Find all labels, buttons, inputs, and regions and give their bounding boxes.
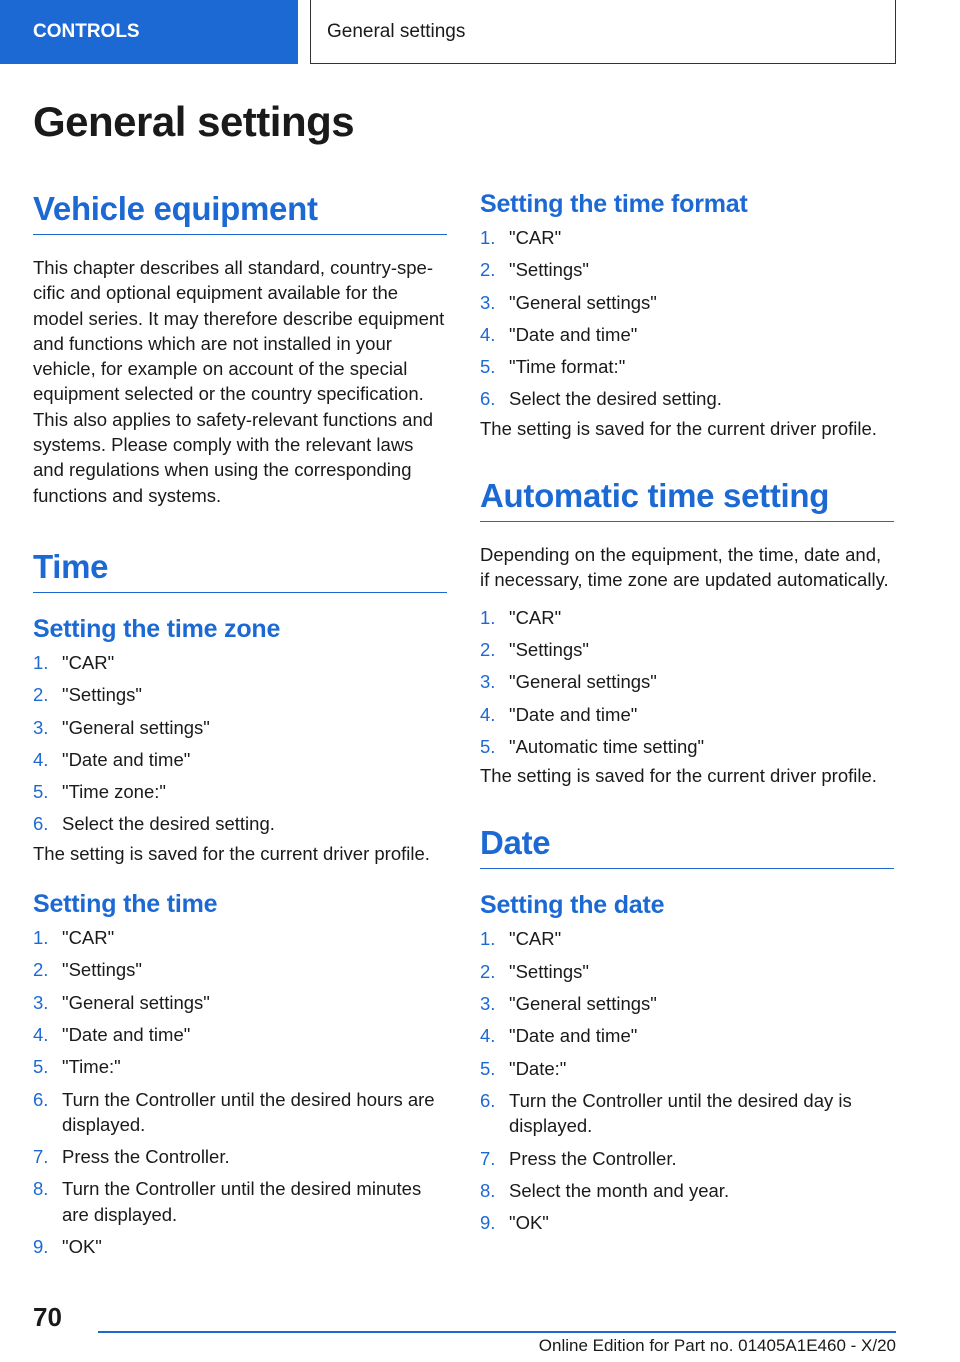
- step-text: "Settings": [509, 960, 589, 982]
- step-number: 7.: [480, 1147, 496, 1169]
- step-text: "OK": [62, 1236, 102, 1258]
- step-number: 3.: [480, 671, 496, 693]
- step-text: "Date and time": [509, 1025, 638, 1047]
- step-text: "General settings": [509, 993, 657, 1015]
- steps-set-date: [480, 926, 894, 1235]
- step-text: "Date and time": [62, 1023, 191, 1045]
- step-text: "Automatic time setting": [509, 735, 705, 757]
- step-number: 1.: [33, 651, 49, 673]
- step-number: 2.: [33, 684, 49, 706]
- steps-set-time: [33, 925, 447, 1259]
- step-text: "Date and time": [62, 748, 191, 770]
- step-number: 5.: [480, 735, 496, 757]
- note-time-format: The setting is saved for the current driver profile.: [480, 417, 877, 439]
- step-number: 6.: [33, 1088, 49, 1110]
- step-text: "Time format:": [509, 356, 626, 378]
- left-column: [33, 190, 447, 1266]
- vehicle-equipment-text: This chapter describes all standard, country-specific and optional equipment available for the model series. It may therefore describe equipment and functions which are not installed in your vehicle, for example on account of the special equipment selected or the country specification. This also applies to safety-relevant functions and systems. Please comply with the relevant laws and regulations when using the corresponding functions and systems.: [33, 257, 445, 506]
- step-text: "CAR": [509, 928, 562, 950]
- step-number: 2.: [480, 638, 496, 660]
- list-item: [480, 926, 894, 951]
- page-title: General settings: [33, 98, 355, 145]
- subheading-time-zone: Setting the time zone: [33, 614, 281, 643]
- note-time-zone: The setting is saved for the current driver profile.: [33, 842, 430, 864]
- step-number: 3.: [33, 991, 49, 1013]
- list-item: [33, 1022, 447, 1047]
- step-text: "Date and time": [509, 703, 638, 725]
- step-number: 3.: [33, 716, 49, 738]
- step-text: Press the Controller.: [62, 1146, 230, 1168]
- list-item: [480, 702, 894, 727]
- step-number: 2.: [33, 959, 49, 981]
- list-item: [33, 957, 447, 982]
- section-tab: [0, 0, 298, 64]
- step-number: 1.: [480, 928, 496, 950]
- list-item: [480, 354, 894, 379]
- list-item: [480, 1023, 894, 1048]
- list-item: [33, 1087, 447, 1138]
- list-item: [33, 715, 447, 740]
- footer-edition: Online Edition for Part no. 01405A1E460 - X/20: [538, 1336, 896, 1355]
- section-heading-time: Time: [33, 548, 447, 593]
- step-number: 3.: [480, 993, 496, 1015]
- step-number: 2.: [480, 960, 496, 982]
- list-item: [33, 1176, 447, 1227]
- step-text: "Settings": [62, 959, 142, 981]
- step-number: 8.: [33, 1178, 49, 1200]
- step-number: 1.: [480, 227, 496, 248]
- steps-automatic-time: [480, 605, 894, 759]
- step-text: Select the desired setting.: [509, 388, 722, 410]
- step-number: 4.: [480, 703, 496, 725]
- step-text: "General settings": [509, 291, 657, 313]
- step-text: "General settings": [62, 991, 210, 1013]
- step-text: "General settings": [509, 671, 657, 693]
- list-item: [480, 605, 894, 630]
- step-text: Turn the Controller until the desired day is displayed.: [509, 1089, 852, 1137]
- step-number: 9.: [33, 1236, 49, 1258]
- steps-time-zone: [33, 650, 447, 837]
- list-item: [480, 1056, 894, 1081]
- step-text: "Time zone:": [62, 781, 166, 803]
- list-item: [480, 669, 894, 694]
- list-item: [33, 747, 447, 772]
- right-column: [480, 190, 894, 1242]
- list-item: [480, 386, 894, 411]
- list-item: [480, 991, 894, 1016]
- step-text: Select the month and year.: [509, 1179, 730, 1201]
- step-text: "CAR": [62, 651, 115, 673]
- section-heading-date: Date: [480, 824, 894, 869]
- chapter-title: General settings: [327, 20, 466, 42]
- subheading-set-time: Setting the time: [33, 890, 218, 919]
- step-text: "Time:": [62, 1056, 121, 1078]
- step-number: 6.: [33, 813, 49, 835]
- step-text: "CAR": [509, 606, 562, 628]
- chapter-header: [310, 0, 896, 64]
- list-item: [480, 1178, 894, 1203]
- list-item: [33, 1054, 447, 1079]
- step-text: Select the desired setting.: [62, 813, 275, 835]
- footer-divider: [98, 1331, 896, 1333]
- step-text: Press the Controller.: [509, 1147, 677, 1169]
- step-number: 4.: [480, 1025, 496, 1047]
- list-item: [480, 734, 894, 759]
- step-number: 4.: [33, 1023, 49, 1045]
- step-text: "CAR": [509, 227, 562, 248]
- steps-time-format: [480, 225, 894, 412]
- step-text: "Settings": [509, 259, 589, 281]
- step-text: "Date:": [509, 1057, 567, 1079]
- step-text: Turn the Controller until the desired minutes are displayed.: [62, 1178, 422, 1225]
- step-number: 8.: [480, 1179, 496, 1201]
- list-item: [33, 650, 447, 675]
- list-item: [480, 322, 894, 347]
- step-number: 5.: [480, 356, 496, 378]
- note-automatic-time: The setting is saved for the current driver profile.: [480, 765, 877, 787]
- section-heading-vehicle-equipment: Vehicle equipment: [33, 190, 447, 235]
- step-number: 4.: [33, 748, 49, 770]
- subheading-time-format: Setting the time format: [480, 190, 748, 218]
- step-number: 5.: [33, 781, 49, 803]
- list-item: [480, 1210, 894, 1235]
- step-number: 6.: [480, 1089, 496, 1111]
- step-text: "Settings": [509, 638, 589, 660]
- step-number: 3.: [480, 291, 496, 313]
- list-item: [480, 637, 894, 662]
- list-item: [480, 959, 894, 984]
- automatic-time-text: Depending on the equipment, the time, date and, if necessary, time zone are updated automatically.: [480, 544, 889, 591]
- list-item: [480, 1146, 894, 1171]
- step-number: 2.: [480, 259, 496, 281]
- step-text: "General settings": [62, 716, 210, 738]
- list-item: [33, 925, 447, 950]
- step-number: 7.: [33, 1146, 49, 1168]
- step-number: 1.: [33, 927, 49, 949]
- list-item: [480, 257, 894, 282]
- list-item: [33, 779, 447, 804]
- step-number: 4.: [480, 323, 496, 345]
- step-number: 9.: [480, 1212, 496, 1234]
- step-text: "Date and time": [509, 323, 638, 345]
- step-number: 5.: [33, 1056, 49, 1078]
- list-item: [480, 225, 894, 250]
- step-text: Turn the Controller until the desired hours are displayed.: [62, 1088, 435, 1135]
- step-number: 6.: [480, 388, 496, 410]
- step-number: 1.: [480, 606, 496, 628]
- step-text: "OK": [509, 1212, 549, 1234]
- list-item: [480, 1088, 894, 1139]
- step-number: 5.: [480, 1057, 496, 1079]
- list-item: [33, 1144, 447, 1169]
- list-item: [480, 290, 894, 315]
- page-number: 70: [33, 1302, 62, 1332]
- step-text: "Settings": [62, 684, 142, 706]
- list-item: [33, 811, 447, 836]
- list-item: [33, 1234, 447, 1259]
- section-heading-automatic-time: Automatic time setting: [480, 477, 894, 522]
- list-item: [33, 682, 447, 707]
- section-tab-label: CONTROLS: [33, 21, 140, 42]
- step-text: "CAR": [62, 927, 115, 949]
- subheading-set-date: Setting the date: [480, 891, 665, 920]
- list-item: [33, 990, 447, 1015]
